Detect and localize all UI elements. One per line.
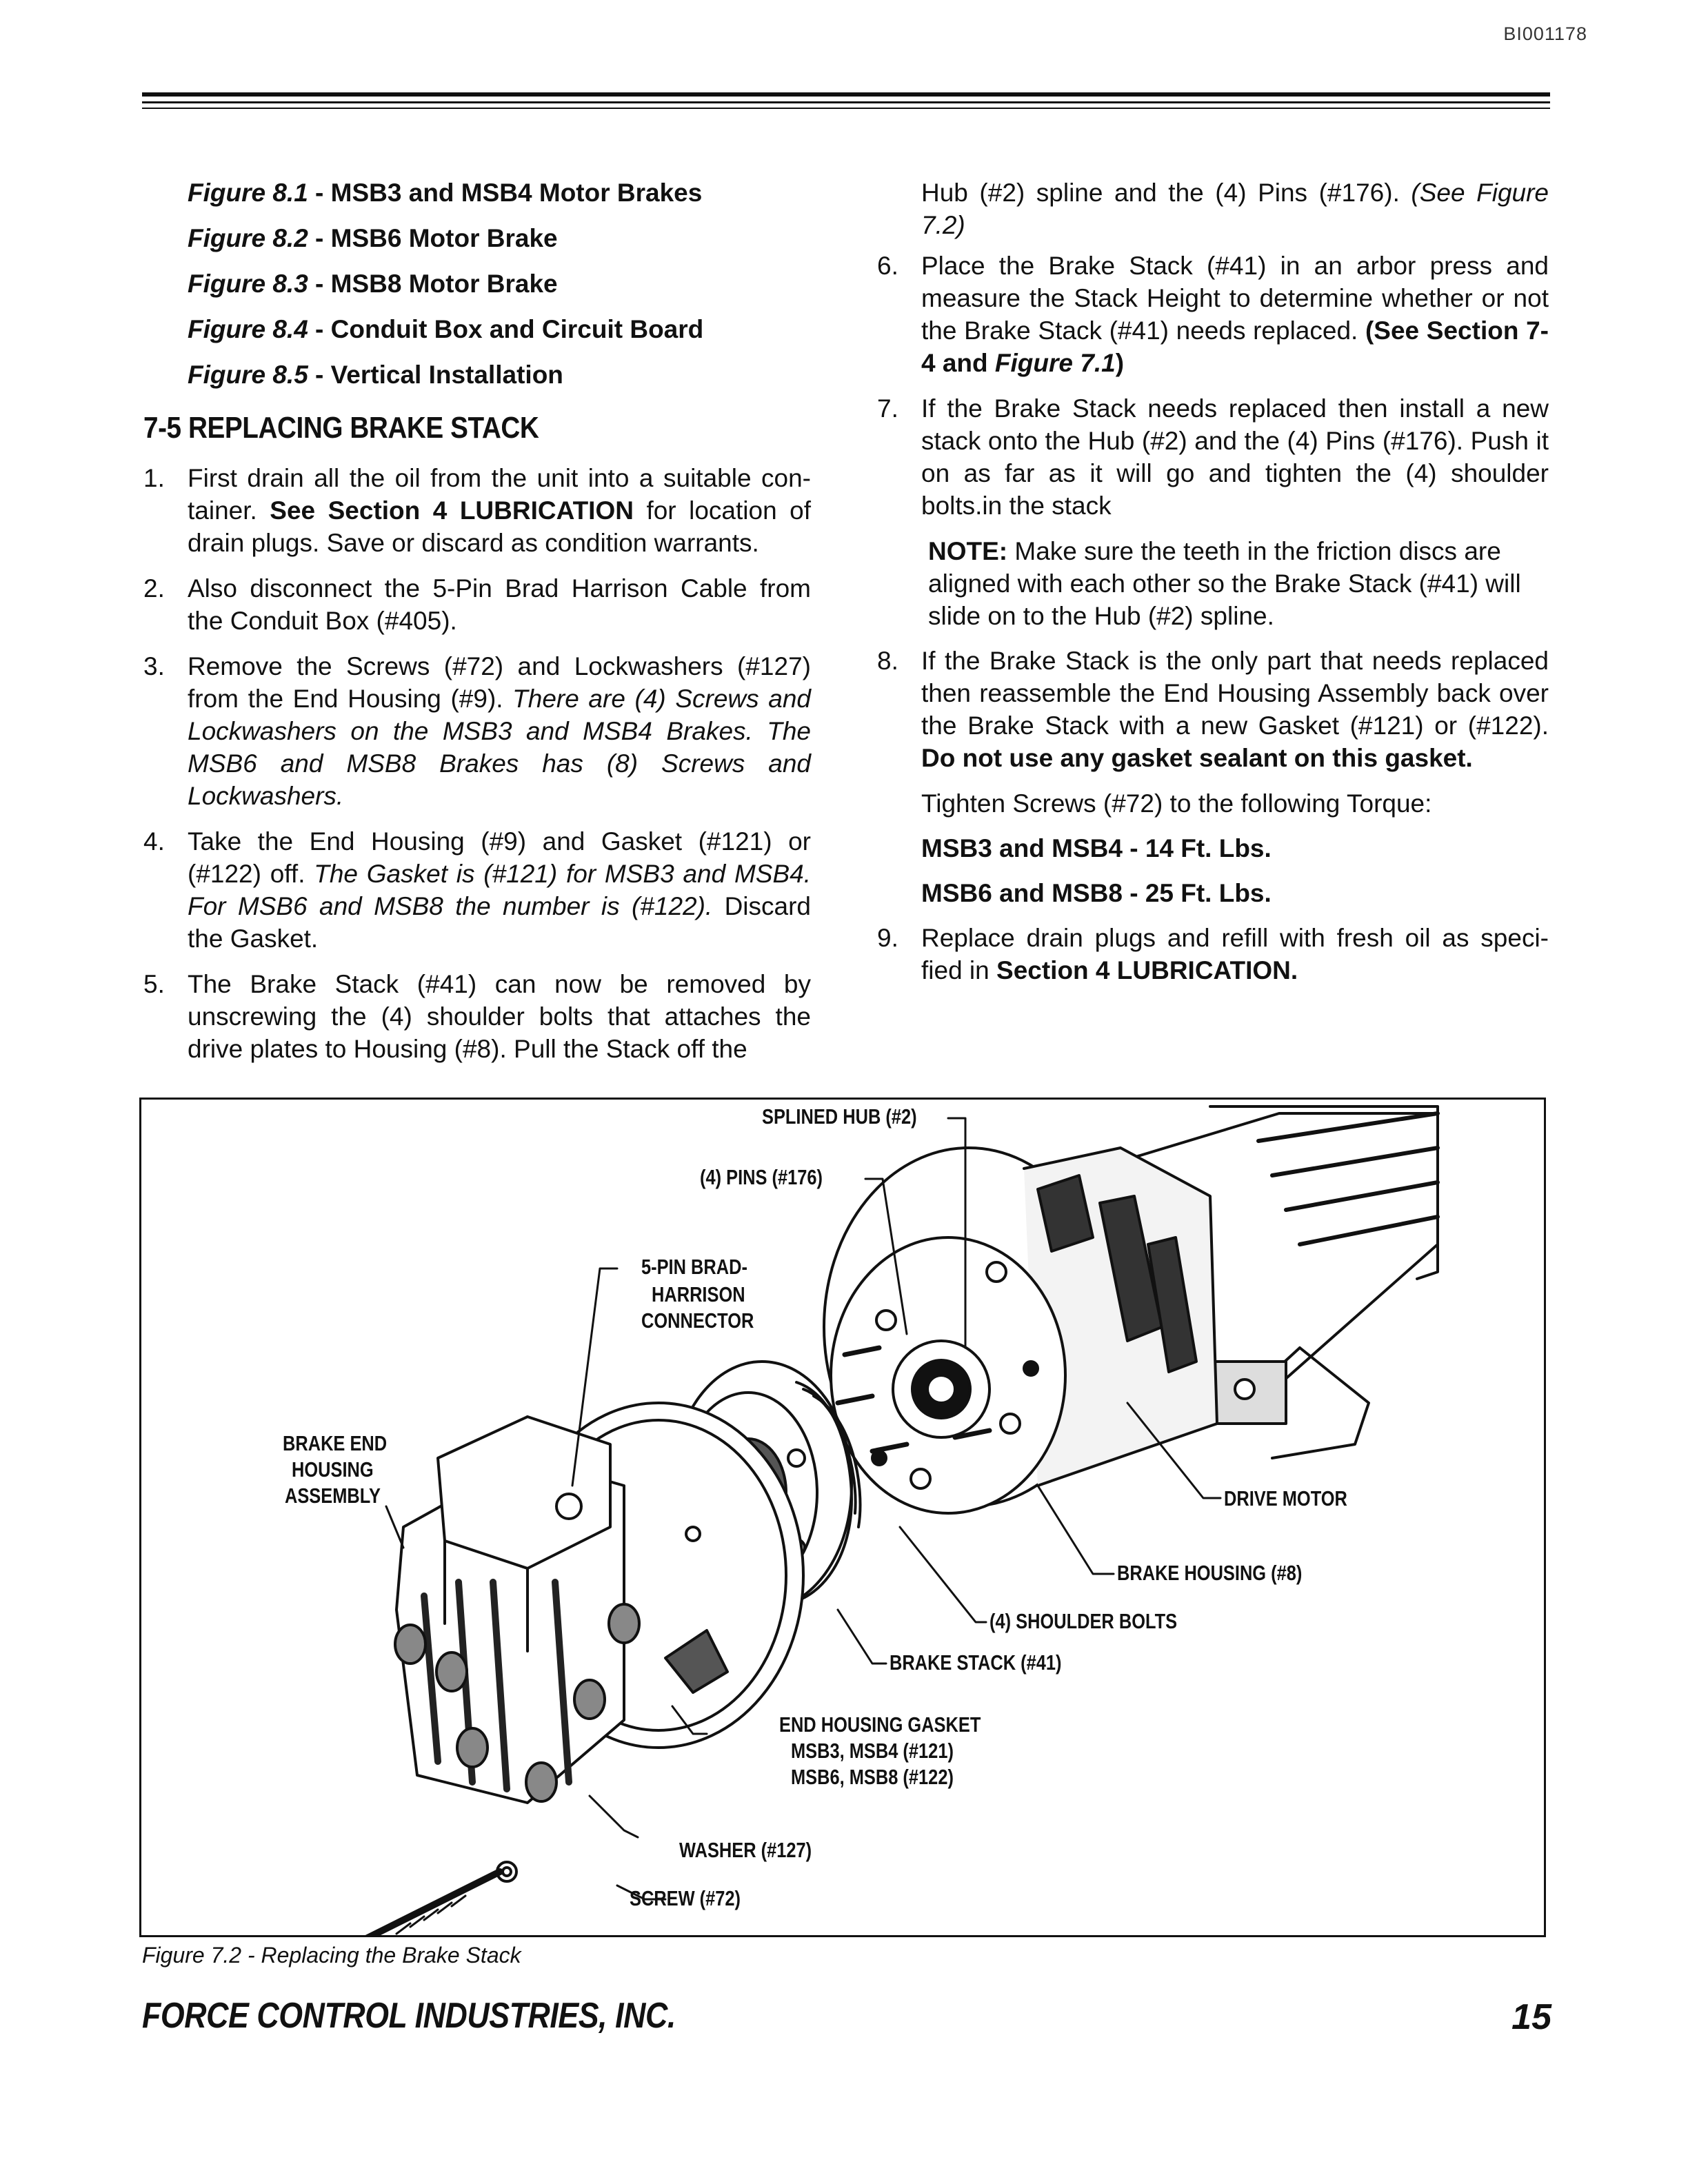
callout-washer: WASHER (#127) (679, 1838, 812, 1862)
figure-ref-list-item: Figure 8.4 - Conduit Box and Circuit Board (188, 315, 704, 343)
header-rule-thick (142, 92, 1550, 97)
callout-drive-motor: DRIVE MOTOR (1224, 1486, 1347, 1510)
callout-end-housing-line-3: ASSEMBLY (285, 1484, 381, 1508)
callout-connector-line-3: CONNECTOR (641, 1308, 754, 1333)
callout-gasket-line-2: MSB3, MSB4 (#121) (791, 1739, 954, 1763)
torque-intro: Tighten Screws (#72) to the following Torque: (921, 789, 1432, 818)
callout-gasket-line-1: END HOUSING GASKET (779, 1712, 981, 1737)
callout-brake-stack: BRAKE STACK (#41) (890, 1650, 1062, 1675)
step-6: 6. Place the Brake Stack (#41) in an arbor press and measure the Stack Height to determine whether or not the Brake Stack (#41) needs replaced. (See Section 7-4 and Figure 7.1) (877, 252, 1549, 377)
callout-end-housing-line-1: BRAKE END (283, 1431, 388, 1455)
left-column (143, 176, 811, 1078)
figure-ref-list-item: Figure 8.5 - Vertical Installation (188, 361, 563, 389)
step-1: 1. First drain all the oil from the unit into a suitable con-tainer. See Section 4 LUBRICATION for location of drain plugs. Save or discard as condition warrants. (143, 464, 812, 557)
brake-assembly-illustration (141, 1100, 1544, 1935)
step-4: 4. Take the End Housing (#9) and Gasket (#121) or (#122) off. The Gasket is (#121) for MSB3 and MSB4. For MSB6 and MSB8 the number is (#122). Discard the Gasket. (143, 827, 811, 953)
callout-splined-hub: SPLINED HUB (#2) (762, 1104, 917, 1129)
figure-ref-list-item: Figure 8.2 - MSB6 Motor Brake (188, 224, 558, 252)
step-5: 5. The Brake Stack (#41) can now be removed by unscrewing the (4) shoulder bolts that attaches the drive plates to Housing (#8). Pull the Stack off the (143, 970, 811, 1063)
header-rule-thin (142, 108, 1550, 109)
callout-connector-line-1: 5-PIN BRAD- (641, 1255, 747, 1279)
figure-caption: Figure 7.2 - Replacing the Brake Stack (142, 1943, 521, 1968)
right-column (877, 176, 1549, 1000)
screw-shape (334, 1862, 516, 1935)
step-9: 9. Replace drain plugs and refill with fresh oil as speci-fied in Section 4 LUBRICATION. (877, 924, 1549, 984)
figure-ref-list-item: Figure 8.1 - MSB3 and MSB4 Motor Brakes (188, 179, 703, 207)
note: NOTE: Make sure the teeth in the friction discs are aligned with each other so the Brake Stack (#41) will slide on to the Hub (#2) spline. (928, 537, 1521, 630)
footer-company-name: FORCE CONTROL INDUSTRIES, INC. (142, 1996, 676, 2036)
step-5-continued: Hub (#2) spline and the (4) Pins (#176). (See Figure 7.2) (921, 179, 1549, 239)
callout-end-housing-line-2: HOUSING (292, 1457, 374, 1482)
document-id: BI001178 (1503, 23, 1587, 44)
step-3: 3. Remove the Screws (#72) and Lockwashers (#127) from the End Housing (#9). There are (4) Screws and Lockwashers on the MSB3 and MSB4 Brakes. The MSB6 and MSB8 Brakes has (8) Screws and Lockwashers. (143, 652, 811, 810)
callout-pins: (4) PINS (#176) (700, 1165, 823, 1189)
step-8: 8. If the Brake Stack is the only part that needs replaced then reassemble the End Housing Assembly back over the Brake Stack with a new Gasket (#121) or (#122). Do not use any gasket sealant on this gasket. (877, 647, 1549, 772)
header-rule-mid (142, 101, 1550, 103)
callout-screw: SCREW (#72) (630, 1886, 741, 1910)
callout-brake-housing: BRAKE HOUSING (#8) (1117, 1561, 1303, 1585)
page-number: 15 (1511, 1997, 1551, 2037)
step-7: 7. If the Brake Stack needs replaced then install a new stack onto the Hub (#2) and the (4) Pins (#176). Push it on as far as it will go and tighten the (4) shoulder bolts.in the stack (877, 394, 1549, 520)
figure-ref-list-item: Figure 8.3 - MSB8 Motor Brake (188, 270, 558, 298)
figure-frame (139, 1098, 1546, 1937)
torque-msb6-msb8: MSB6 and MSB8 - 25 Ft. Lbs. (921, 879, 1272, 907)
callout-gasket-line-3: MSB6, MSB8 (#122) (791, 1765, 954, 1789)
brake-housing-shape (824, 1148, 1217, 1513)
callout-shoulder-bolts: (4) SHOULDER BOLTS (989, 1609, 1178, 1633)
section-heading: 7-5 REPLACING BRAKE STACK (143, 411, 539, 445)
callout-connector-line-2: HARRISON (652, 1282, 745, 1306)
torque-msb3-msb4: MSB3 and MSB4 - 14 Ft. Lbs. (921, 834, 1272, 862)
step-2: 2. Also disconnect the 5-Pin Brad Harrison Cable from the Conduit Box (#405). (143, 574, 811, 635)
